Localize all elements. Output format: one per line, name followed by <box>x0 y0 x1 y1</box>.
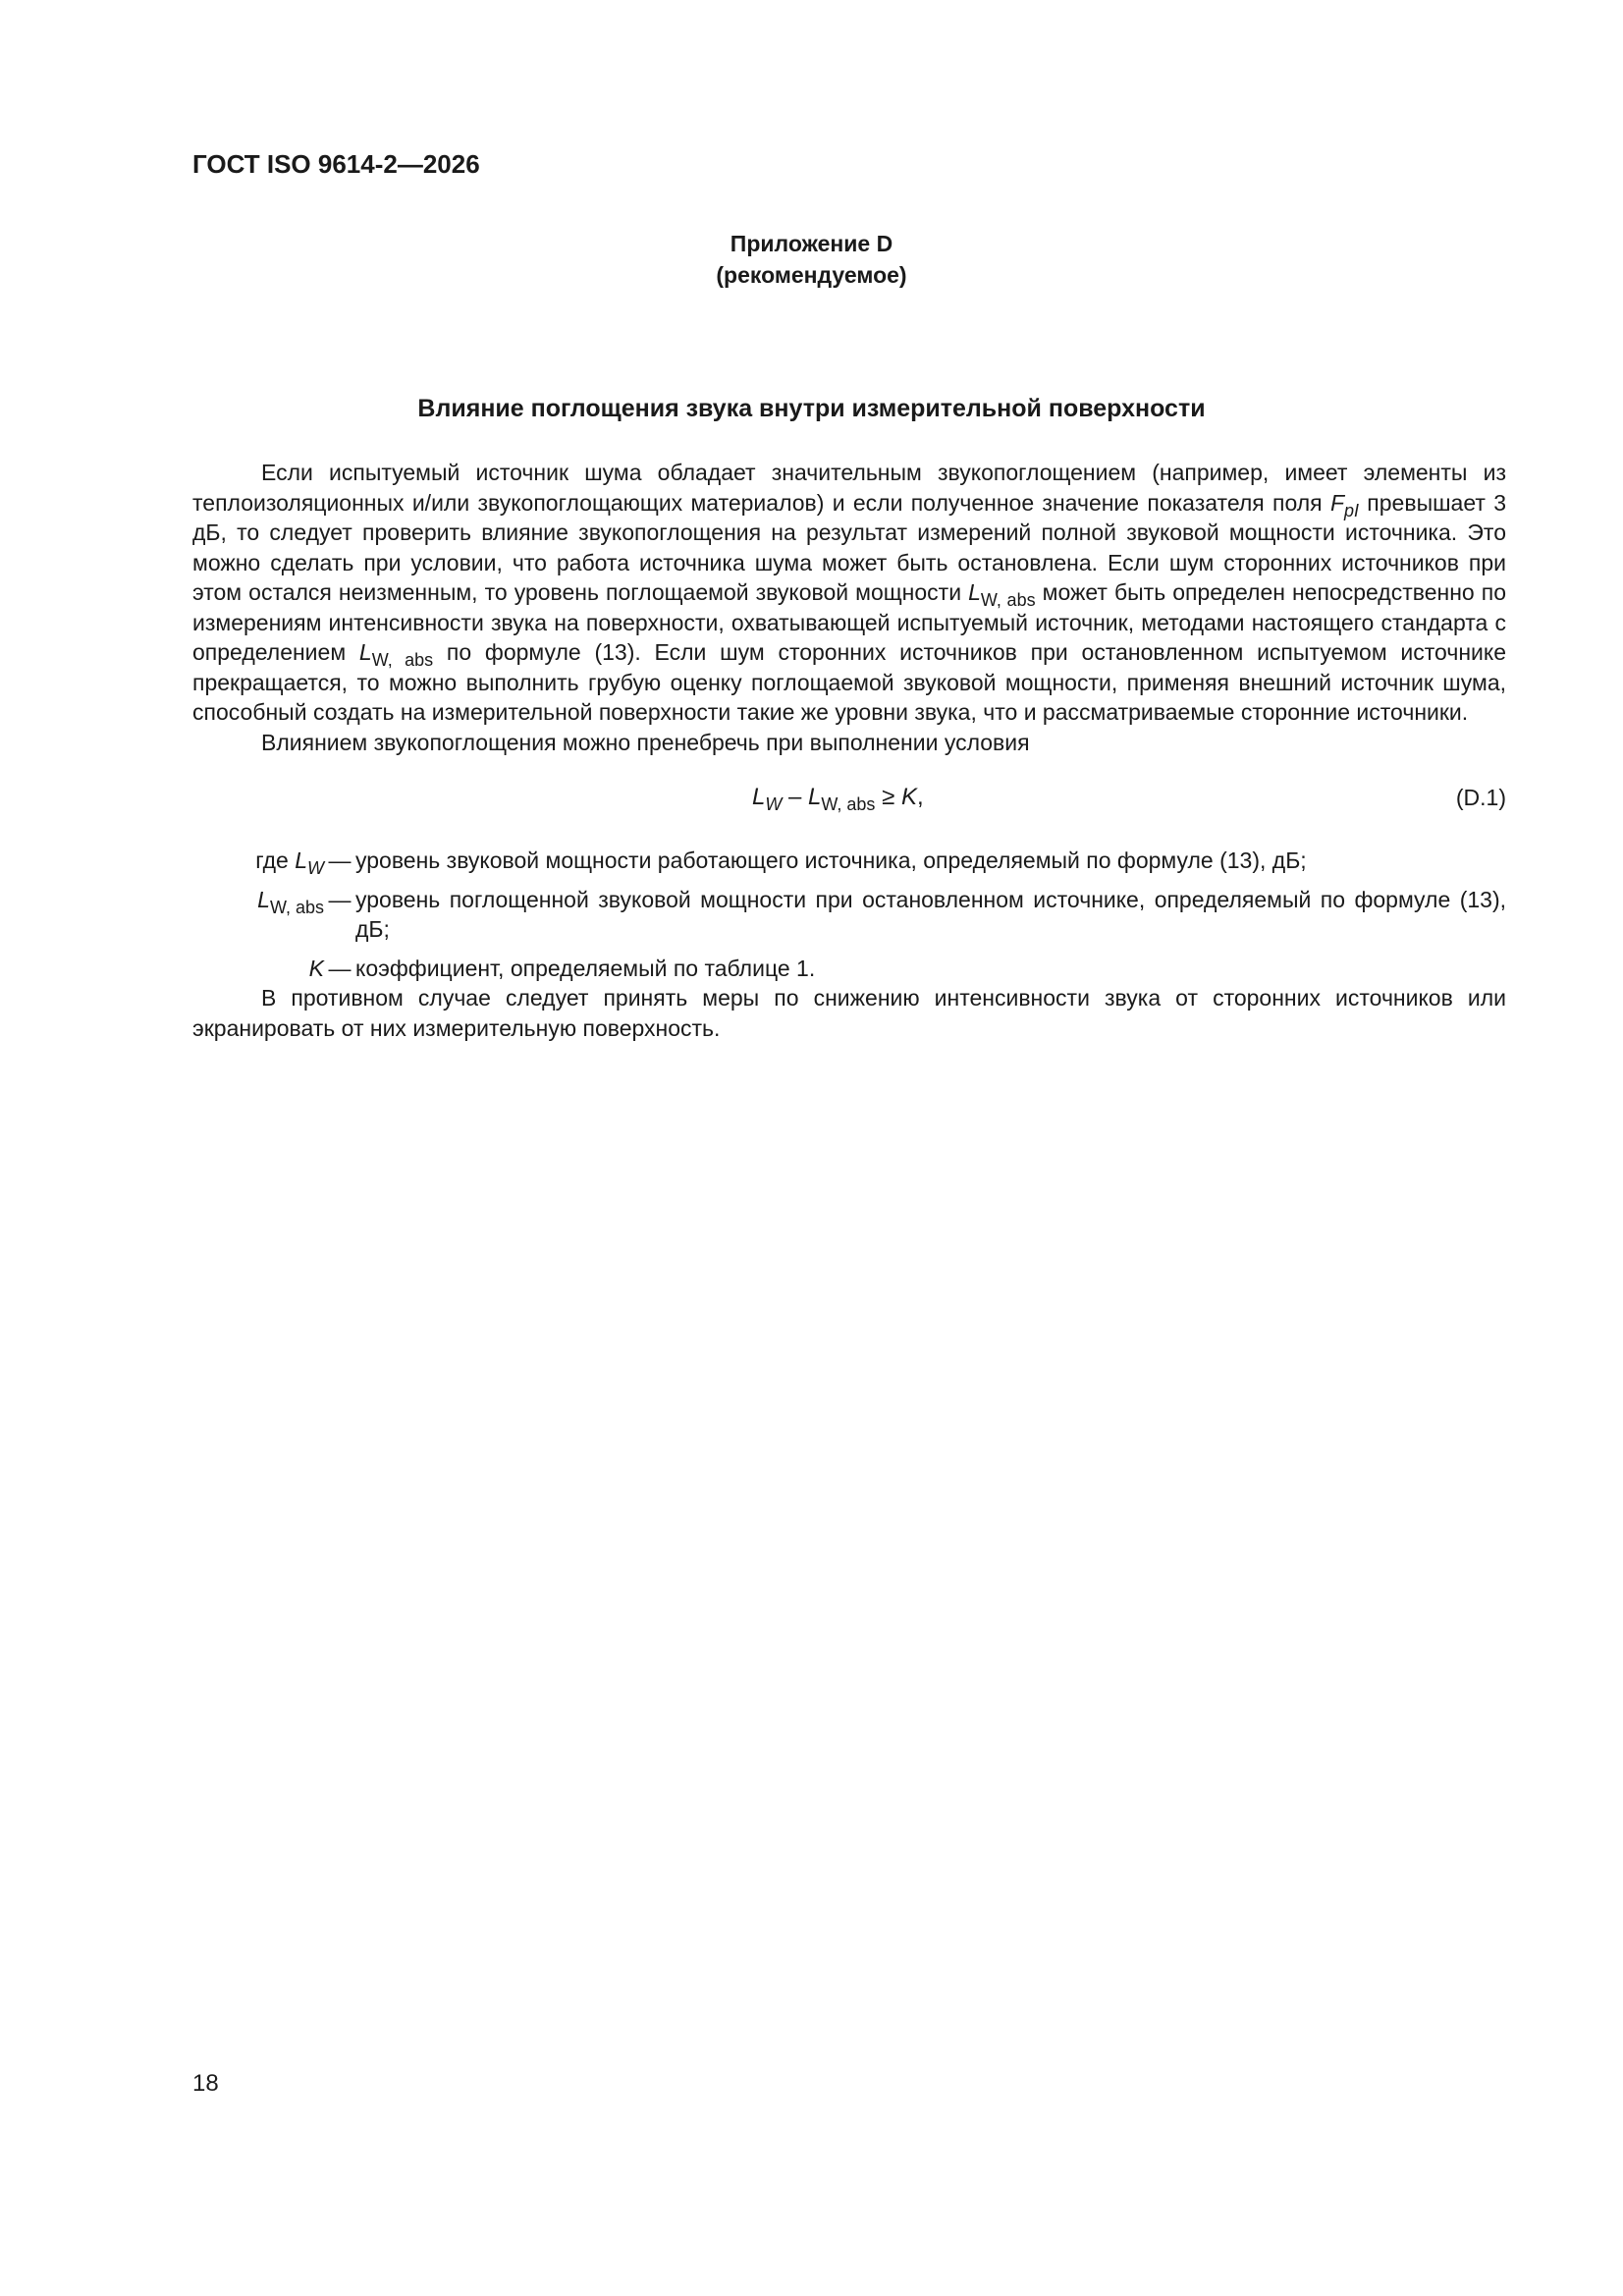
definition-symbol <box>192 954 324 984</box>
formula-number: (D.1) <box>1455 785 1506 810</box>
paragraph-3: В противном случае следует принять меры по снижению интенсивности звука от сторонних источников или экранировать от них измерительную поверхность. <box>192 985 1506 1041</box>
definition-symbol <box>192 846 324 876</box>
annex-status: (рекомендуемое) <box>716 262 907 288</box>
text-span: превышает 3 дБ, то следует проверить влияние звукопоглощения на результат измерений полной звуковой мощности источника. Это можно сделать при условии, что работа источника шума может быть остановлена. Если шум сторонних источников при этом остался неизменным, то уровень поглощаемой звуковой мощности <box>192 489 1506 605</box>
text-span: по формуле (13). Если шум сторонних источников при остановленном испытуемом источнике прекращается, то можно выполнить грубую оценку поглощаемой звуковой мощности, применяя внешний источник шума, способный создать на измерительной поверхности такие же уровни звука, что и рассматриваемые сторонние источники. <box>192 639 1506 725</box>
subscript: W, abs <box>821 794 876 814</box>
annex-heading <box>0 228 1623 291</box>
symbol: L <box>257 886 270 912</box>
subscript: W, abs <box>371 650 434 670</box>
subscript: pI <box>1344 500 1360 520</box>
symbol-L: L <box>808 784 822 810</box>
definition-text: коэффициент, определяемый по таблице 1. <box>355 955 816 981</box>
definition-symbol <box>192 885 324 945</box>
dash: — <box>328 886 352 912</box>
page-number: 18 <box>192 2070 219 2097</box>
comma: , <box>916 784 924 810</box>
symbol: L <box>295 847 307 873</box>
symbol-L: L <box>968 579 981 605</box>
annex-title: Приложение D <box>730 231 893 256</box>
dash: — <box>328 847 352 873</box>
text-span: может быть определен непосредственно по измерениям интенсивности звука на поверхности, охватывающей испытуемый источник, методами настоящего стандарта с определением <box>192 579 1506 665</box>
subscript: W <box>307 858 324 878</box>
symbol: K <box>308 955 324 981</box>
definition-item <box>192 846 1506 876</box>
body-text <box>192 458 1506 1043</box>
document-code: ГОСТ ISO 9614-2—2026 <box>192 149 480 179</box>
section-title: Влияние поглощения звука внутри измерительной поверхности <box>417 395 1206 422</box>
subscript: W, abs <box>980 590 1036 610</box>
subscript: W, abs <box>269 897 324 917</box>
definition-text: уровень звуковой мощности работающего источника, определяемый по формуле (13), дБ; <box>355 847 1307 873</box>
symbol-K: K <box>900 784 917 810</box>
prefix: где <box>255 847 296 873</box>
symbol-F: F <box>1329 489 1344 516</box>
dash: — <box>328 955 352 981</box>
definitions <box>192 846 1506 983</box>
definition-text: уровень поглощенной звуковой мощности при остановленном источнике, определяемый по формуле (13), дБ; <box>355 886 1506 942</box>
symbol-L: L <box>358 639 372 665</box>
definition-item <box>192 885 1506 945</box>
paragraph-1 <box>192 458 1506 728</box>
paragraph-2: Влиянием звукопоглощения можно пренебречь при выполнении условия <box>261 729 1030 755</box>
formula <box>752 783 924 813</box>
text-span: Если испытуемый источник шума обладает значительным звукопоглощением (например, имеет элементы из теплоизоляционных и/или звукопоглощающих материалов) и если полученное значение показателя поля <box>192 460 1506 516</box>
geq-sign: ≥ <box>875 784 901 810</box>
minus-sign: – <box>782 784 809 810</box>
symbol-L: L <box>752 784 766 810</box>
formula-row <box>192 773 1506 830</box>
definition-item <box>192 954 1506 984</box>
subscript: W <box>765 794 783 814</box>
